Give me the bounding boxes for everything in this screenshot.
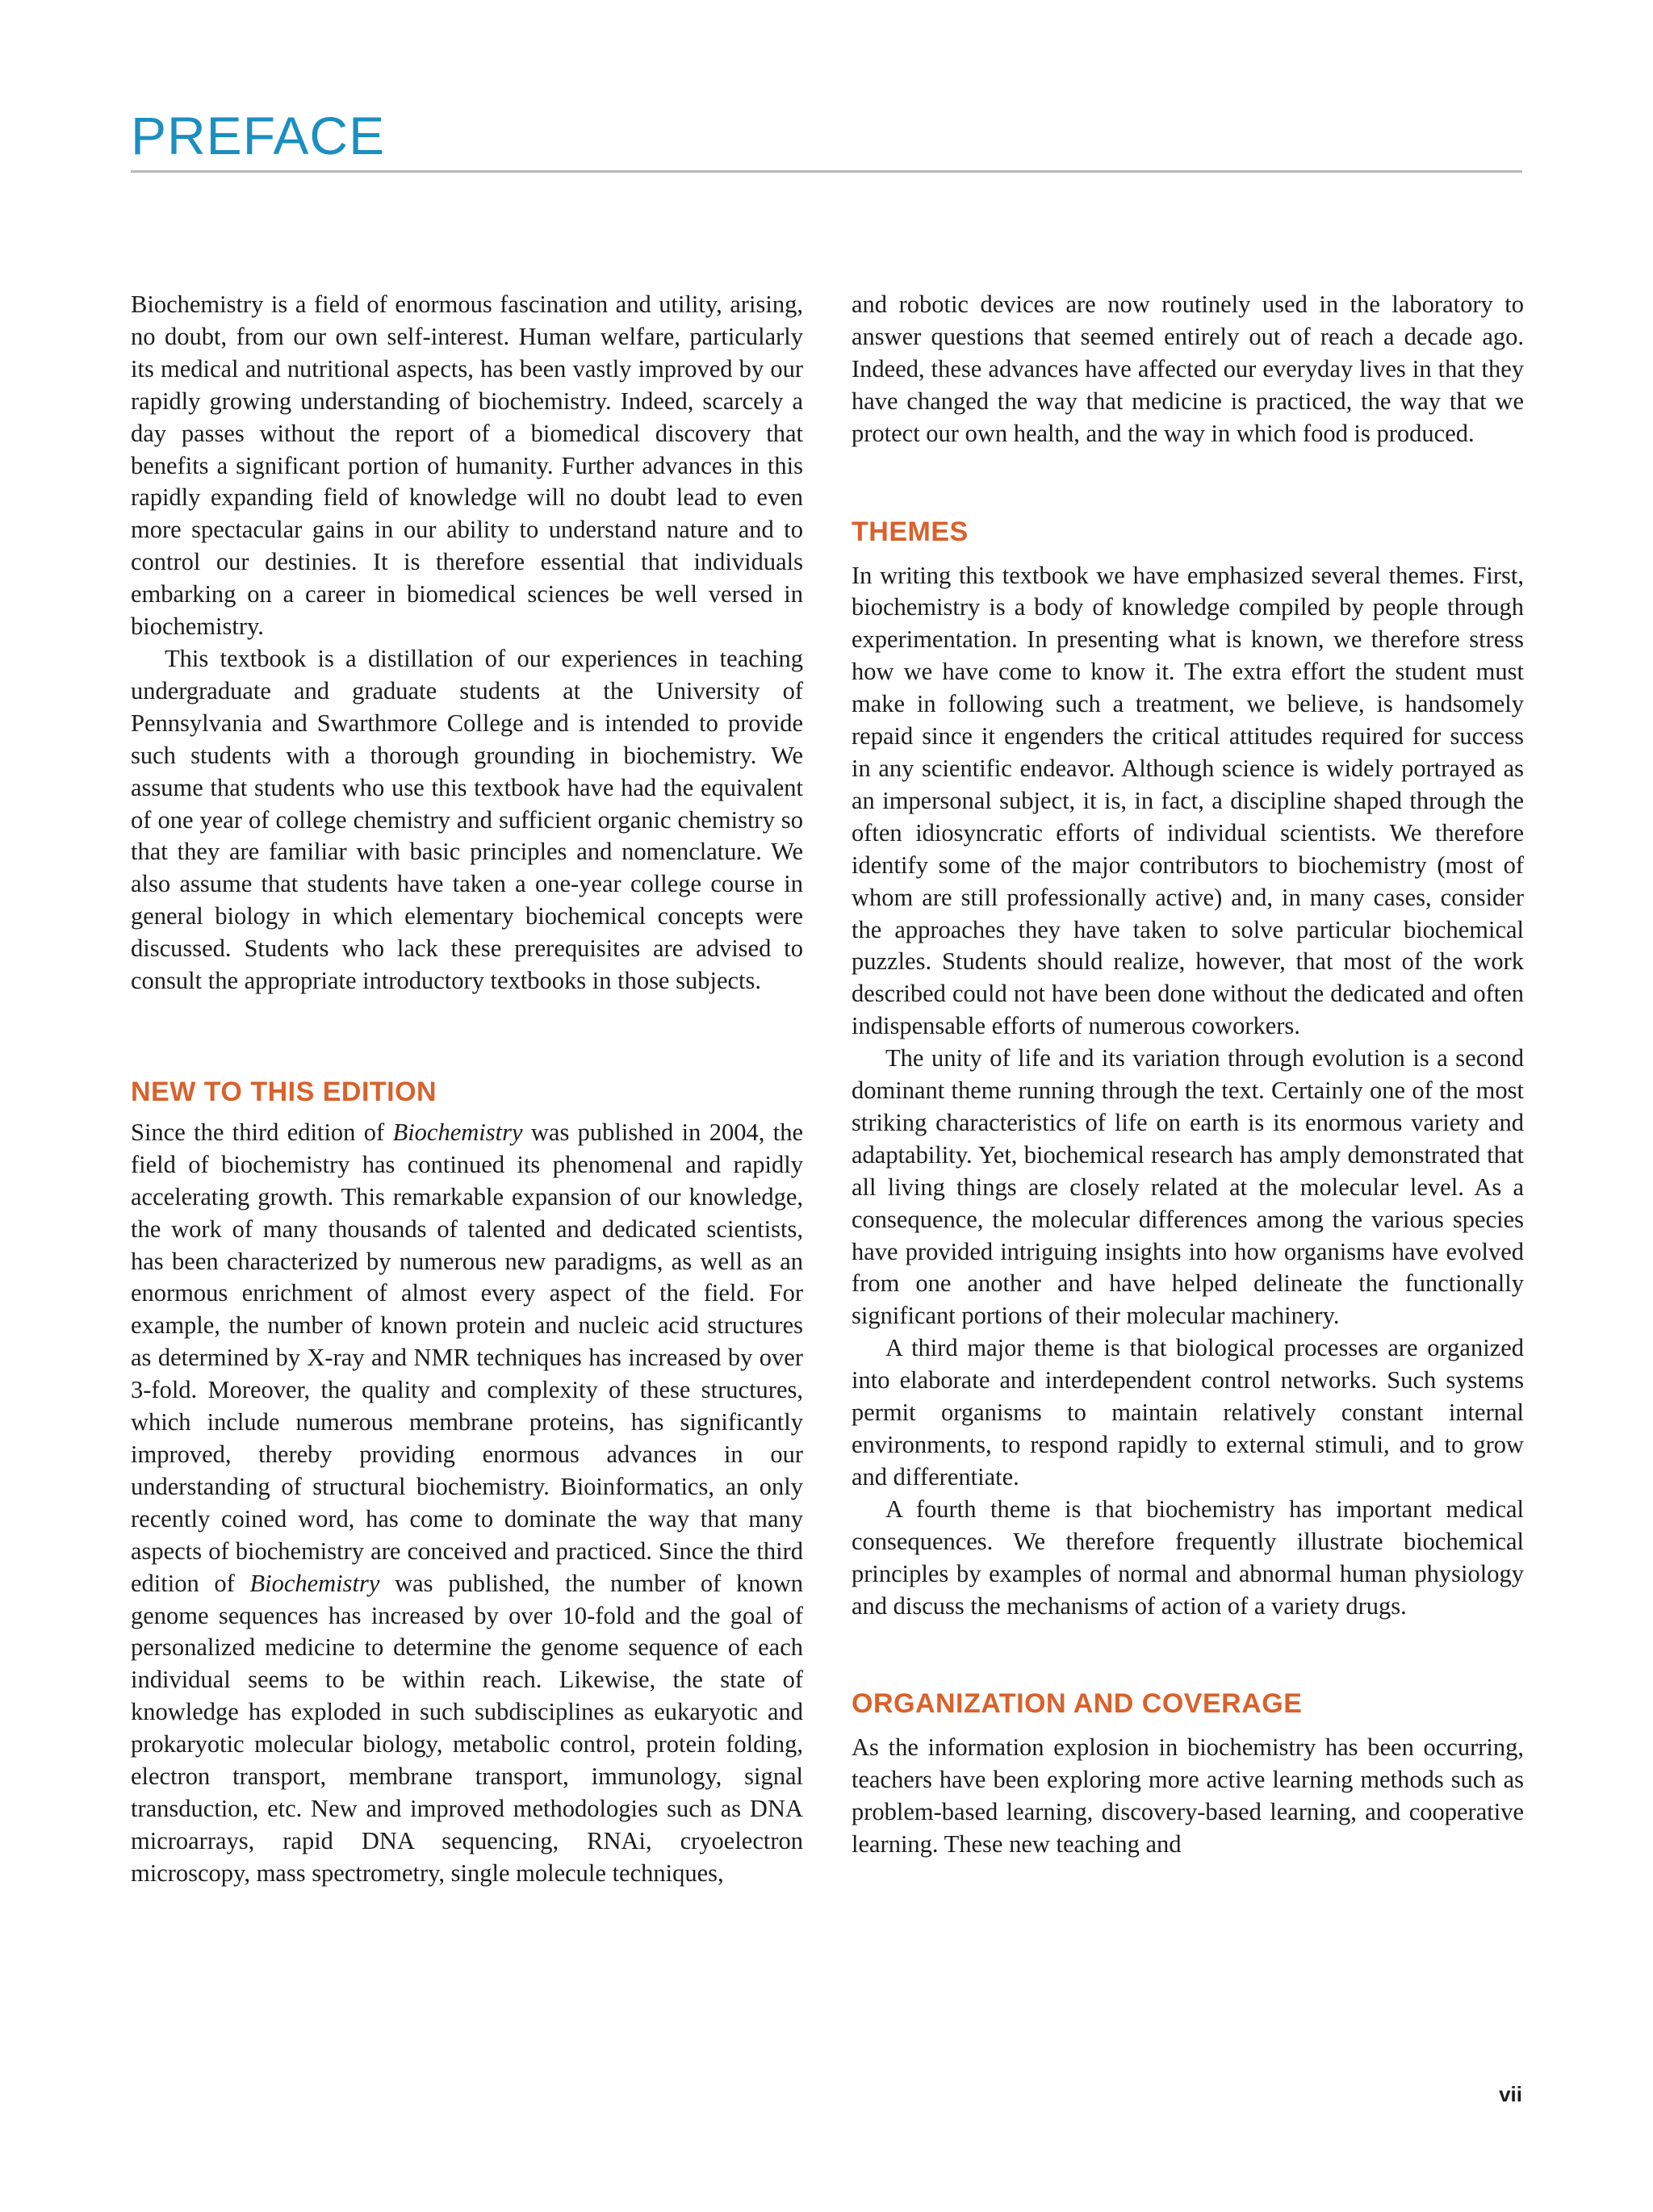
organization-paragraph: As the information explosion in biochemistry has been occurring, teachers have been exploring more active learning methods such as problem-based learning, discovery-based learning, and cooperative learning. These new teaching and (852, 1733, 1524, 1859)
themes-paragraph-2: The unity of life and its variation through evolution is a second dominant theme running through the text. Certainly one of the most striking characteristics of life on earth is its enormous variety and adaptability. Yet, biochemical research has amply demonstrated that all living things are closely related at the molecular level. As a consequence, the molecular differences among the various species have provided intriguing insights into how organisms have evolved from one another and have helped delineate the functionally significant portions of their molecular machinery. (852, 1044, 1524, 1330)
intro-paragraph-2: This textbook is a distillation of our experiences in teaching undergraduate and graduate students at the University of Pennsylvania and Swarthmore College and is intended to provide such students with a thorough grounding in biochemistry. We assume that students who use this textbook have had the equivalent of one year of college chemistry and sufficient organic chemistry so that they are familiar with basic principles and nomenclature. We also assume that students have taken a one-year college course in general biology in which elementary biochemical concepts were discussed. Students who lack these prerequisites are advised to consult the appropriate introductory textbooks in those subjects. (131, 644, 803, 995)
book-title-italic: Biochemistry (392, 1118, 523, 1146)
page-title: PREFACE (131, 106, 386, 165)
title-rule (131, 170, 1522, 173)
themes-paragraph-4: A fourth theme is that biochemistry has important medical consequences. We therefore frequently illustrate biochemical principles by examples of normal and abnormal human physiology and discuss the mechanisms of action of a variety drugs. (852, 1495, 1524, 1620)
left-column (131, 289, 803, 1890)
themes-paragraph-1: In writing this textbook we have emphasized several themes. First, biochemistry is a body of knowledge compiled by people through experimentation. In presenting what is known, we therefore stress how we have come to know it. The extra effort the student must make in following such a treatment, we believe, is handsomely repaid since it engenders the critical attitudes required for success in any scientific endeavor. Although science is widely portrayed as an impersonal subject, it is, in fact, a discipline shaped through the often idiosyncratic efforts of individual scientists. We therefore identify some of the major contributors to biochemistry (most of whom are still professionally active) and, in many cases, consider the approaches they have taken to solve particular biochemical puzzles. Students should realize, however, that most of the work described could not have been done without the dedicated and often indispensable efforts of numerous coworkers. (852, 561, 1524, 1040)
continuation-paragraph: and robotic devices are now routinely used in the laboratory to answer questions that seemed entirely out of reach a decade ago. Indeed, these advances have affected our everyday lives in that they have changed the way that medicine is practiced, the way that we protect our own health, and the way in which food is produced. (852, 291, 1524, 447)
section-heading-new-edition: NEW TO THIS EDITION (131, 1076, 437, 1107)
new-edition-paragraph: Since the third edition of Biochemistry was published in 2004, the field of biochemistry has continued its phenomenal and rapidly accelerating growth. This remarkable expansion of our knowledge, the work of many thousands of talented and dedicated scientists, has been characterized by numerous new paradigms, as well as an enormous enrichment of almost every aspect of the field. For example, the number of known protein and nucleic acid structures as determined by X-ray and NMR techniques has increased by over 3-fold. Moreover, the quality and complexity of these structures, which include numerous membrane proteins, has significantly improved, thereby providing enormous advances in our understanding of structural biochemistry. Bioinformatics, an only recently coined word, has come to dominate the way that many aspects of biochemistry are conceived and practiced. Since the third edition of Biochemistry was published, the number of known genome sequences has increased by over 10-fold and the goal of personalized medicine to determine the genome sequence of each individual seems to be within reach. Likewise, the state of knowledge has exploded in such subdisciplines as eukaryotic and prokaryotic molecular biology, metabolic control, protein folding, electron transport, membrane transport, immunology, signal transduction, etc. New and improved methodologies such as DNA microarrays, rapid DNA sequencing, RNAi, cryoelectron microscopy, mass spectrometry, single molecule techniques, (131, 1118, 803, 1887)
book-title-italic: Biochemistry (249, 1569, 380, 1597)
section-heading-themes: THEMES (852, 516, 969, 547)
page-number: vii (1499, 2082, 1522, 2106)
intro-paragraph-1: Biochemistry is a field of enormous fascination and utility, arising, no doubt, from our own self-interest. Human welfare, particularly its medical and nutritional aspects, has been vastly improved by our rapidly growing understanding of biochemistry. Indeed, scarcely a day passes without the report of a biomedical discovery that benefits a significant portion of humanity. Further advances in this rapidly expanding field of knowledge will no doubt lead to even more spectacular gains in our ability to understand nature and to control our destinies. It is therefore essential that individuals embarking on a career in biomedical sciences be well versed in biochemistry. (131, 291, 803, 641)
themes-paragraph-3: A third major theme is that biological processes are organized into elaborate and interdependent control networks. Such systems permit organisms to maintain relatively constant internal environments, to respond rapidly to external stimuli, and to grow and differentiate. (852, 1334, 1524, 1491)
right-column (852, 289, 1524, 1861)
section-heading-organization: ORGANIZATION AND COVERAGE (852, 1688, 1303, 1720)
